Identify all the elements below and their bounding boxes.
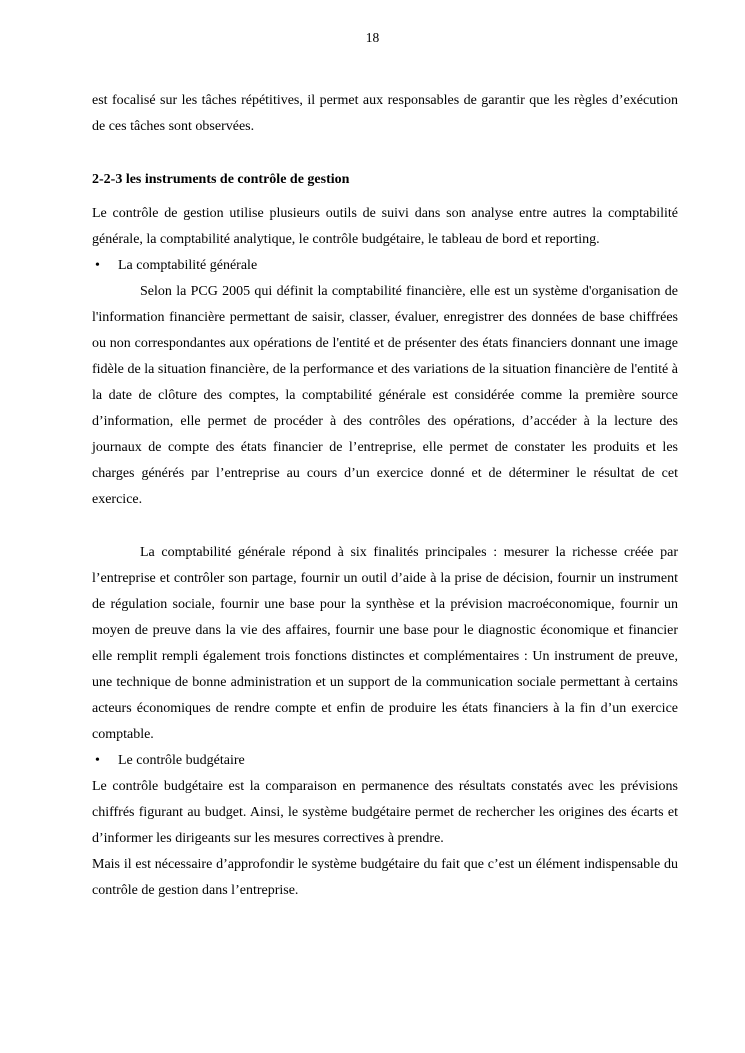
section-heading: 2-2-3 les instruments de contrôle de gestion [92,172,350,187]
bullet-item-controle-budgetaire [92,748,678,774]
bullet-label: Le contrôle budgétaire [118,753,245,768]
paragraph-pcg-2005: Selon la PCG 2005 qui définit la comptabilité financière, elle est un système d'organisation de l'information financière permettant de saisir, classer, évaluer, enregistrer des données de base chiffrées ou non correspondantes aux opérations de l'entité et de présenter des états financiers donnant une image fidèle de la situation financière, de la performance et des variations de la situation financière de l'entité à la date de clôture des comptes, la comptabilité générale est considérée comme la première source d’information, elle permet de procéder à des contrôles des opérations, d’accéder à la lecture des journaux de compte des états financier de l’entreprise, elle permet de constater les produits et les charges générés par l’entreprise au cours d’un exercice donné et de déterminer le résultat de cet exercice. [92,284,678,507]
intro-paragraph: est focalisé sur les tâches répétitives, il permet aux responsables de garantir que les règles d’exécution de ces tâches sont observées. [92,93,678,134]
bullet-label: La comptabilité générale [118,258,258,273]
paragraph-outils-de-suivi: Le contrôle de gestion utilise plusieurs outils de suivi dans son analyse entre autres la comptabilité générale, la comptabilité analytique, le contrôle budgétaire, le tableau de bord et reporting. [92,206,678,247]
page-number: 18 [365,30,380,45]
bullet-marker-icon: • [95,258,100,273]
paragraph-controle-budgetaire: Le contrôle budgétaire est la comparaison en permanence des résultats constatés avec les prévisions chiffrés figurant au budget. Ainsi, le système budgétaire permet de rechercher les origines des écarts et d’informer les dirigeants sur les mesures correctives à prendre. [92,779,678,846]
paragraph-conclusion: Mais il est nécessaire d’approfondir le système budgétaire du fait que c’est un élément indispensable du contrôle de gestion dans l’entreprise. [92,857,678,898]
paragraph-six-finalites: La comptabilité générale répond à six finalités principales : mesurer la richesse créée par l’entreprise et contrôler son partage, fournir un outil d’aide à la prise de décision, fournir un instrument de régulation sociale, fournir une base pour la synthèse et la prévision macroéconomique, fournir un moyen de preuve dans la vie des affaires, fournir une base pour le diagnostic économique et financier elle remplit rempli également trois fonctions distinctes et complémentaires : Un instrument de preuve, une technique de bonne administration et un support de la communication sociale permettant à certains acteurs économiques de rendre compte et enfin de produire les états financiers à la fin d’un exercice comptable. [92,545,678,742]
bullet-marker-icon: • [95,753,100,768]
bullet-item-comptabilite-generale [92,253,678,279]
